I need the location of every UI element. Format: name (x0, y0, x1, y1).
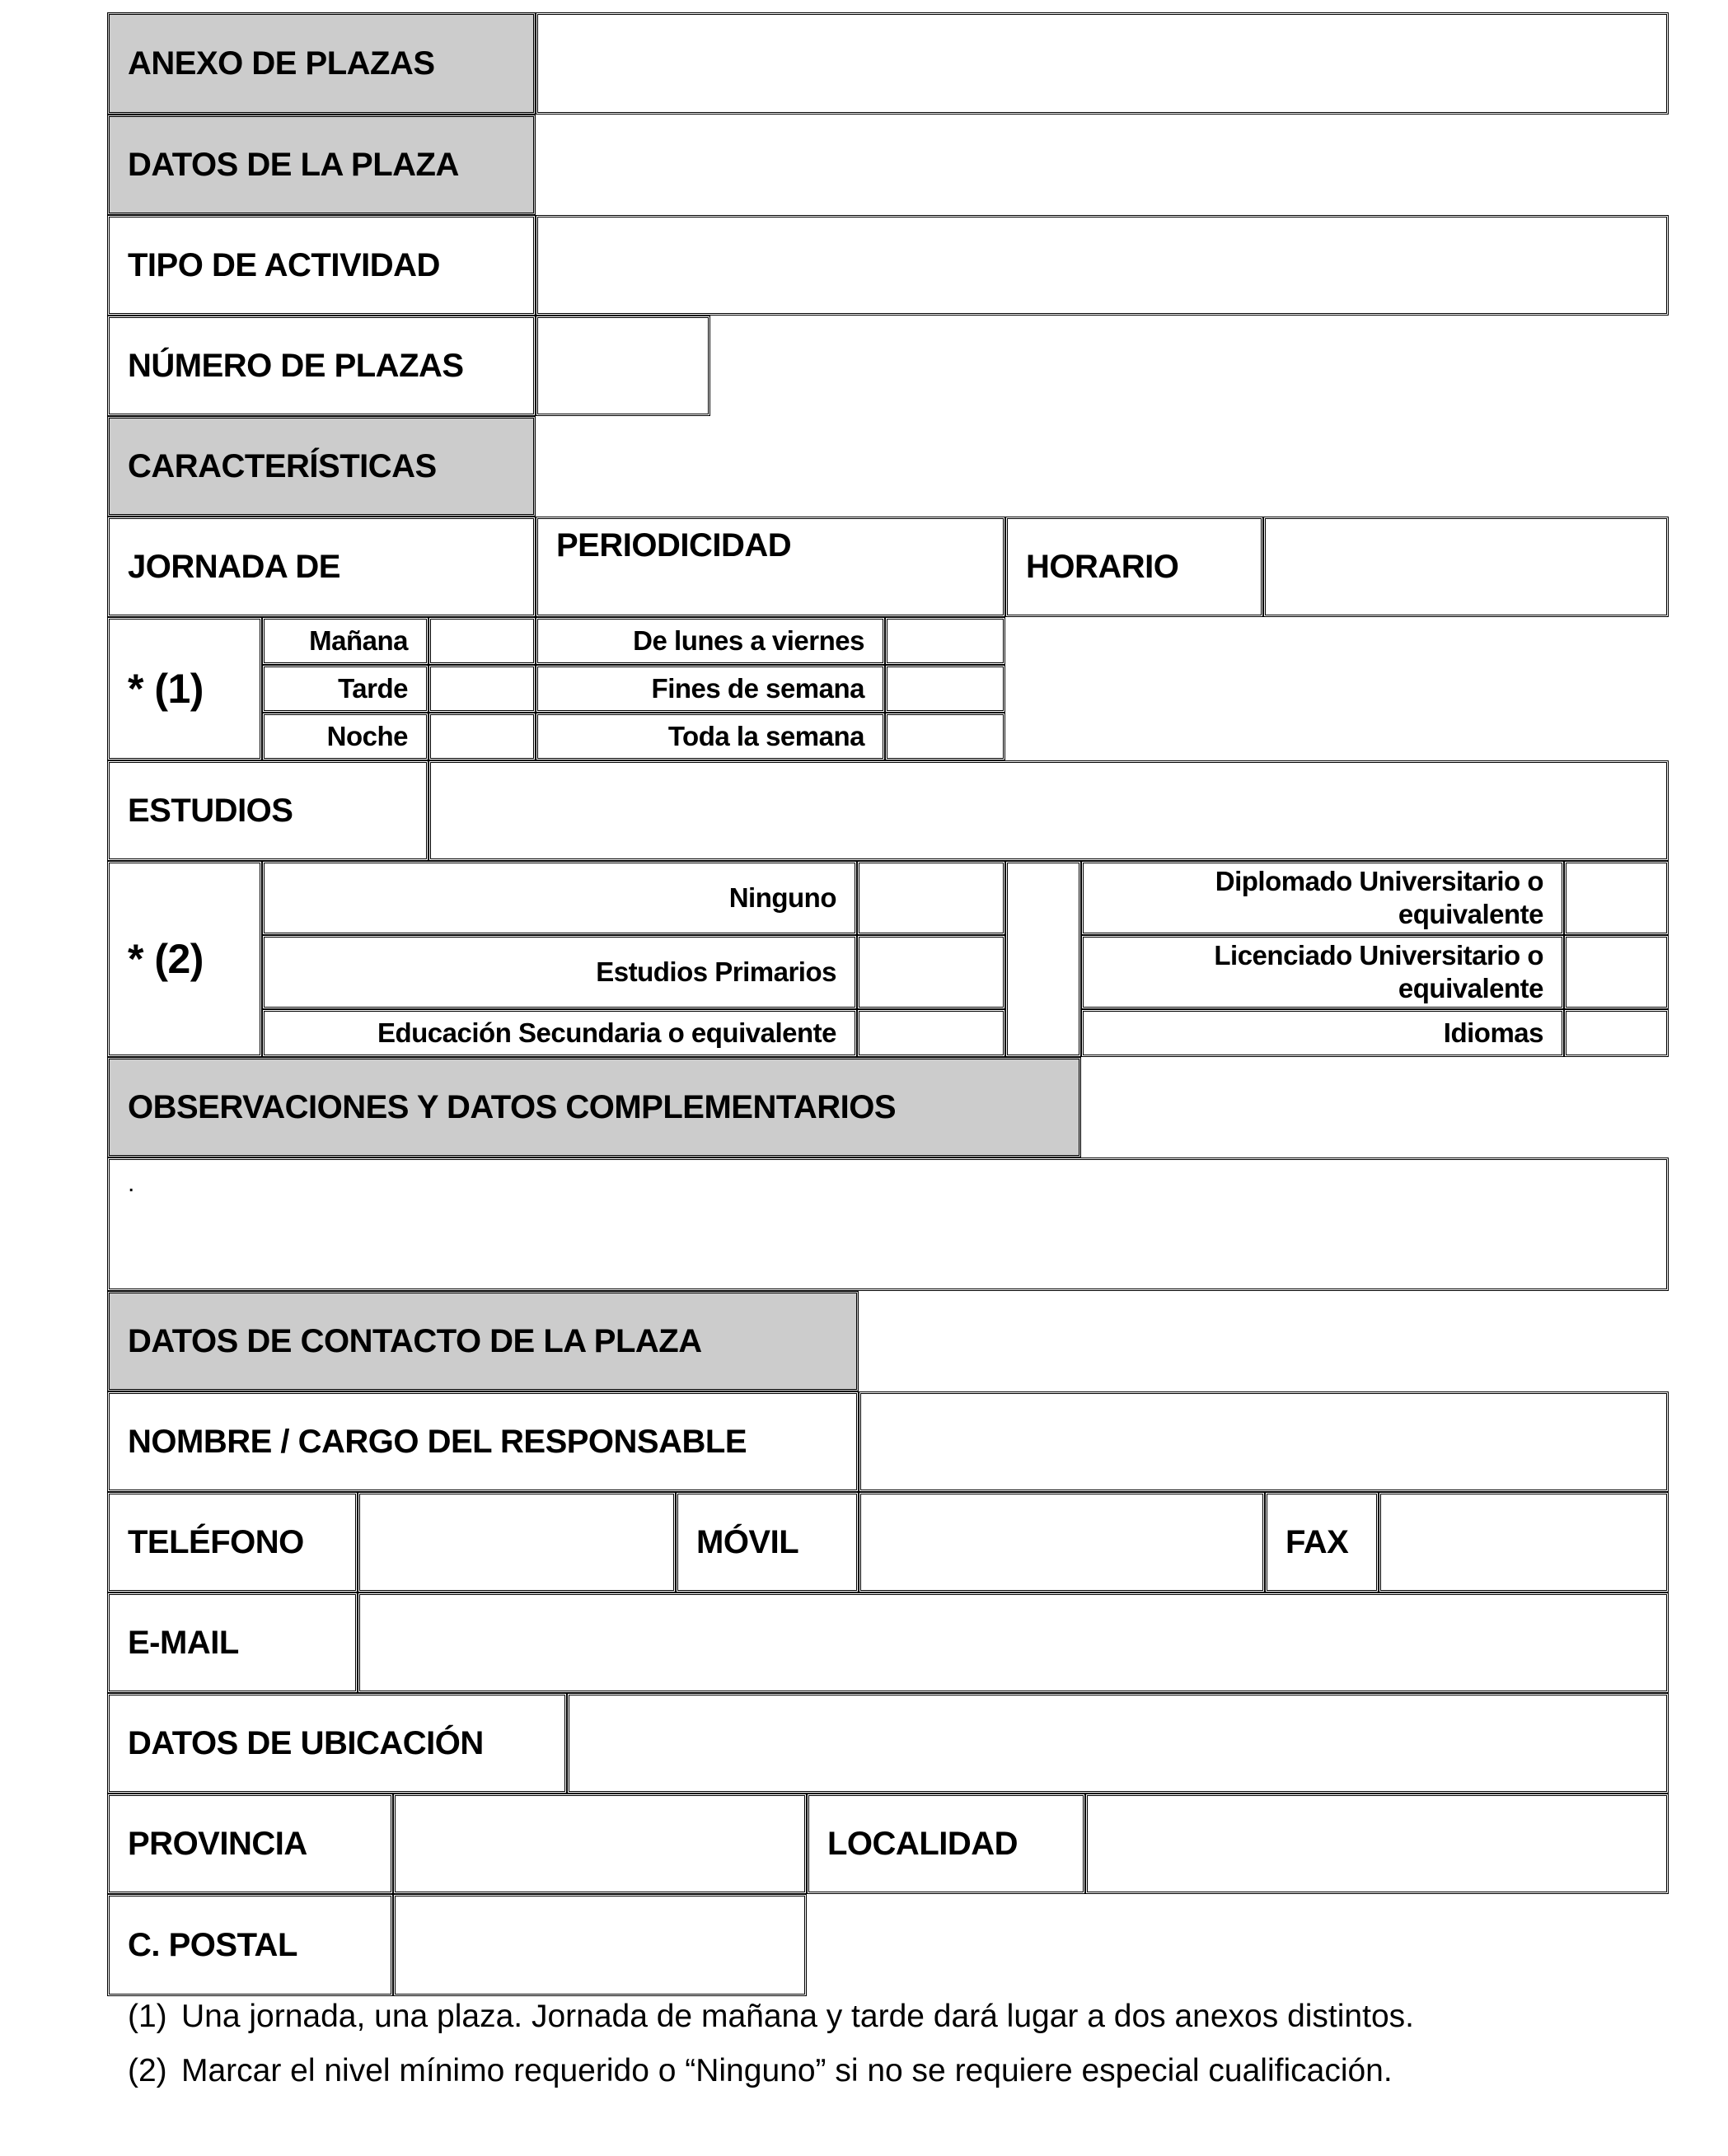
observaciones-value: . (128, 1170, 135, 1197)
periodicidad-label: PERIODICIDAD (536, 517, 1005, 617)
numero-de-plazas-label: NÚMERO DE PLAZAS (107, 316, 536, 416)
jornada-tarde-label: Tarde (262, 665, 428, 713)
footnote-1-number: (1) (128, 1999, 167, 2034)
codigo-postal-field[interactable] (393, 1894, 807, 1996)
estudios-diplomado-label: Diplomado Universitario o equivalente (1081, 861, 1564, 935)
tipo-de-actividad-field[interactable] (536, 215, 1669, 316)
provincia-label: PROVINCIA (107, 1794, 393, 1894)
observaciones-field[interactable] (107, 1158, 1669, 1291)
footnotes (128, 1990, 1414, 2098)
footnote-1-text: Una jornada, una plaza. Jornada de mañana y tarde dará lugar a dos anexos distintos. (181, 1999, 1414, 2034)
movil-label: MÓVIL (676, 1492, 859, 1592)
nota-2-marker: * (2) (107, 861, 262, 1057)
estudios-secundaria-checkbox[interactable] (857, 1009, 1005, 1057)
tipo-de-actividad-label: TIPO DE ACTIVIDAD (107, 215, 536, 316)
anexo-de-plazas-field[interactable] (536, 12, 1669, 115)
estudios-idiomas-checkbox[interactable] (1564, 1009, 1669, 1057)
estudios-secundaria-label: Educación Secundaria o equivalente (262, 1009, 857, 1057)
email-label: E-MAIL (107, 1592, 358, 1693)
anexo-de-plazas-label: ANEXO DE PLAZAS (107, 12, 536, 115)
horario-field[interactable] (1263, 517, 1669, 617)
movil-field[interactable] (859, 1492, 1265, 1592)
jornada-manana-checkbox[interactable] (428, 617, 536, 665)
footnote-2-text: Marcar el nivel mínimo requerido o “Ninguno” si no se requiere especial cualificación. (181, 2053, 1393, 2088)
telefono-label: TELÉFONO (107, 1492, 358, 1592)
footnote-2-number: (2) (128, 2053, 167, 2088)
jornada-noche-label: Noche (262, 713, 428, 760)
footnote-1 (128, 1990, 1414, 2044)
codigo-postal-label: C. POSTAL (107, 1894, 393, 1996)
periodicidad-toda-semana-checkbox[interactable] (885, 713, 1005, 760)
periodicidad-lunes-viernes-label: De lunes a viernes (536, 617, 885, 665)
periodicidad-fines-semana-label: Fines de semana (536, 665, 885, 713)
nombre-cargo-field[interactable] (859, 1391, 1669, 1492)
horario-label: HORARIO (1005, 517, 1263, 617)
datos-contacto-header: DATOS DE CONTACTO DE LA PLAZA (107, 1291, 859, 1391)
estudios-field[interactable] (428, 760, 1669, 861)
observaciones-header: OBSERVACIONES Y DATOS COMPLEMENTARIOS (107, 1057, 1081, 1158)
estudios-primarios-label: Estudios Primarios (262, 935, 857, 1009)
footnote-2 (128, 2044, 1414, 2098)
periodicidad-fines-semana-checkbox[interactable] (885, 665, 1005, 713)
nota-1-marker: * (1) (107, 617, 262, 760)
fax-field[interactable] (1379, 1492, 1669, 1592)
jornada-tarde-checkbox[interactable] (428, 665, 536, 713)
periodicidad-lunes-viernes-checkbox[interactable] (885, 617, 1005, 665)
localidad-label: LOCALIDAD (807, 1794, 1085, 1894)
estudios-diplomado-checkbox[interactable] (1564, 861, 1669, 935)
telefono-field[interactable] (358, 1492, 676, 1592)
estudios-label: ESTUDIOS (107, 760, 428, 861)
jornada-de-label: JORNADA DE (107, 517, 536, 617)
jornada-noche-checkbox[interactable] (428, 713, 536, 760)
periodicidad-toda-semana-label: Toda la semana (536, 713, 885, 760)
provincia-field[interactable] (393, 1794, 807, 1894)
estudios-spacer (1005, 861, 1081, 1057)
estudios-licenciado-checkbox[interactable] (1564, 935, 1669, 1009)
caracteristicas-header: CARACTERÍSTICAS (107, 416, 536, 517)
datos-de-la-plaza-header: DATOS DE LA PLAZA (107, 115, 536, 215)
estudios-licenciado-label: Licenciado Universitario o equivalente (1081, 935, 1564, 1009)
datos-ubicacion-field[interactable] (567, 1693, 1669, 1794)
nombre-cargo-label: NOMBRE / CARGO DEL RESPONSABLE (107, 1391, 859, 1492)
estudios-ninguno-checkbox[interactable] (857, 861, 1005, 935)
estudios-primarios-checkbox[interactable] (857, 935, 1005, 1009)
estudios-ninguno-label: Ninguno (262, 861, 857, 935)
fax-label: FAX (1265, 1492, 1379, 1592)
email-field[interactable] (358, 1592, 1669, 1693)
jornada-manana-label: Mañana (262, 617, 428, 665)
numero-de-plazas-field[interactable] (536, 316, 710, 416)
datos-ubicacion-label: DATOS DE UBICACIÓN (107, 1693, 567, 1794)
estudios-idiomas-label: Idiomas (1081, 1009, 1564, 1057)
localidad-field[interactable] (1085, 1794, 1669, 1894)
